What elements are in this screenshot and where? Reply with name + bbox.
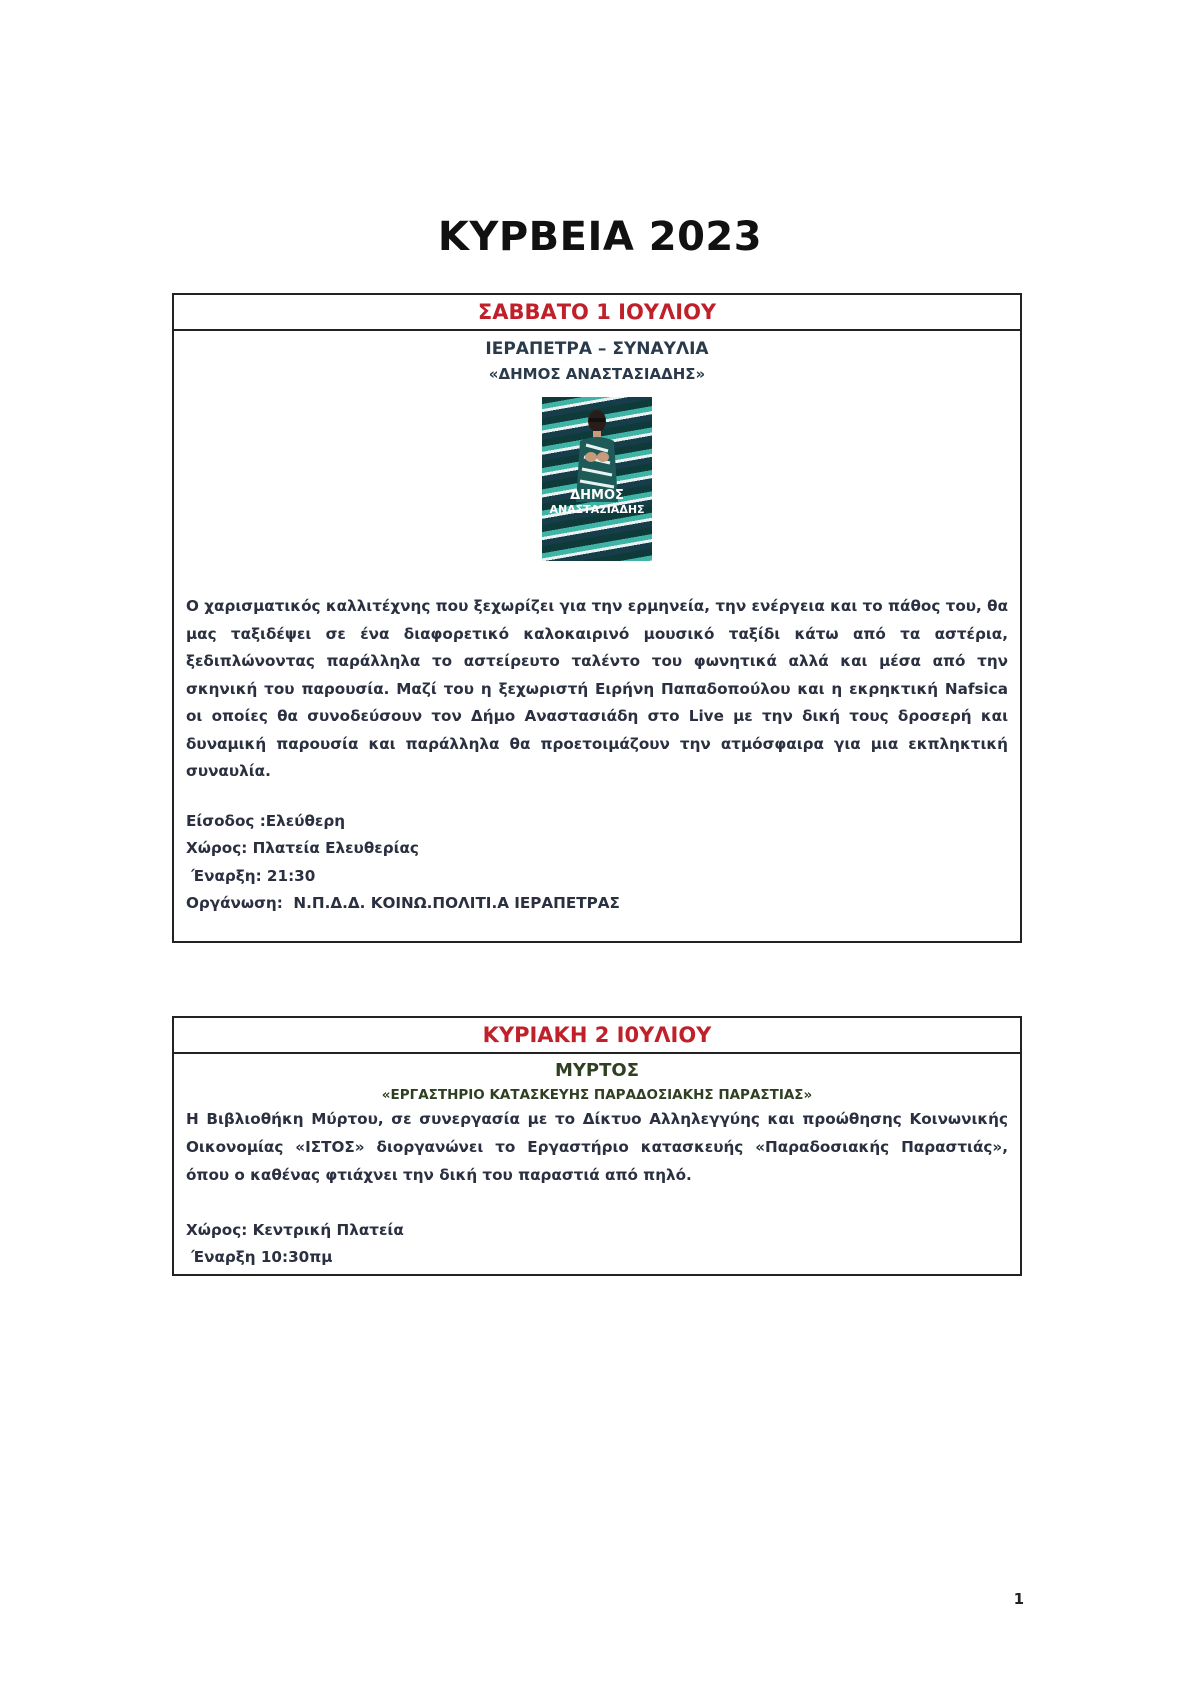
page-number: 1 — [1013, 1590, 1024, 1608]
event-subtitle: «ΔΗΜΟΣ ΑΝΑΣΤΑΣΙΑΔΗΣ» — [488, 365, 706, 383]
event-details — [186, 808, 1008, 918]
event-box-2 — [172, 1016, 1022, 1276]
detail-start-time: Έναρξη: 21:30 — [186, 866, 316, 885]
detail-venue: Χώρος: Κεντρική Πλατεία — [186, 1221, 404, 1239]
detail-entry: Είσοδος :Ελεύθερη — [186, 811, 346, 830]
event-location: ΜΥΡΤΟΣ — [554, 1060, 639, 1081]
poster-caption-line2: ΑΝΑΣΤΑΣΙΑΔΗΣ — [549, 503, 645, 516]
detail-venue: Χώρος: Πλατεία Ελευθερίας — [186, 839, 419, 857]
event-date: ΣΑΒΒΑΤΟ 1 ΙΟΥΛΙΟΥ — [174, 295, 1020, 331]
event-subtitle: «ΕΡΓΑΣΤΗΡΙΟ ΚΑΤΑΣΚΕΥΗΣ ΠΑΡΑΔΟΣΙΑΚΗΣ ΠΑΡΑΣΤΙΑΣ» — [381, 1087, 813, 1103]
event-description: Ο χαρισματικός καλλιτέχνης που ξεχωρίζει για την ερμηνεία, την ενέργεια και το πάθος του, θα μας ταξιδέψει σε ένα διαφορετικό καλοκαιρινό μουσικό ταξίδι κάτω από τα αστέρια, ξεδιπλώνοντας παράλληλα το αστείρευτο ταλέντο του φωνητικά αλλά και μέσα από την σκηνική του παρουσία. Μαζί του η ξεχωριστή Ειρήνη Παπαδοπούλου και η εκρηκτική Nafsica οι οποίες θα συνοδεύσουν τον Δήμο Αναστασιάδη στο Live με την δική τους δροσερή και δυναμική παρουσία και παράλληλα θα προετοιμάζουν την ατμόσφαιρα για μια εκπληκτική συναυλία. — [186, 597, 1008, 780]
event-body — [174, 331, 1020, 918]
event-location: ΙΕΡΑΠΕΤΡΑ – ΣΥΝΑΥΛΙΑ — [485, 339, 709, 359]
event-body — [174, 1054, 1020, 1271]
event-description: Η Βιβλιοθήκη Μύρτου, σε συνεργασία με το Δίκτυο Αλληλεγγύης και προώθησης Κοινωνικής Οικονομίας «ΙΣΤΟΣ» διοργανώνει το Εργαστήριο κατασκευής «Παραδοσιακής Παραστιάς», όπου ο καθένας φτιάχνει την δική του παραστιά από πηλό. — [186, 1110, 1008, 1184]
detail-start-time: Έναρξη 10:30πμ — [186, 1248, 333, 1266]
concert-poster-image — [542, 397, 652, 561]
event-box-1 — [172, 293, 1022, 943]
event-date: ΚΥΡΙΑΚΗ 2 Ι0ΥΛΙΟΥ — [174, 1018, 1020, 1054]
event-details — [186, 1217, 1008, 1271]
detail-organizer: Οργάνωση: Ν.Π.Δ.Δ. ΚΟΙΝΩ.ΠΟΛΙΤΙ.Α ΙΕΡΑΠΕΤΡΑΣ — [186, 894, 620, 912]
poster-caption-line1: ΔΗΜΟΣ — [570, 488, 624, 503]
page-title: ΚΥΡΒΕΙΑ 2023 — [437, 214, 763, 260]
